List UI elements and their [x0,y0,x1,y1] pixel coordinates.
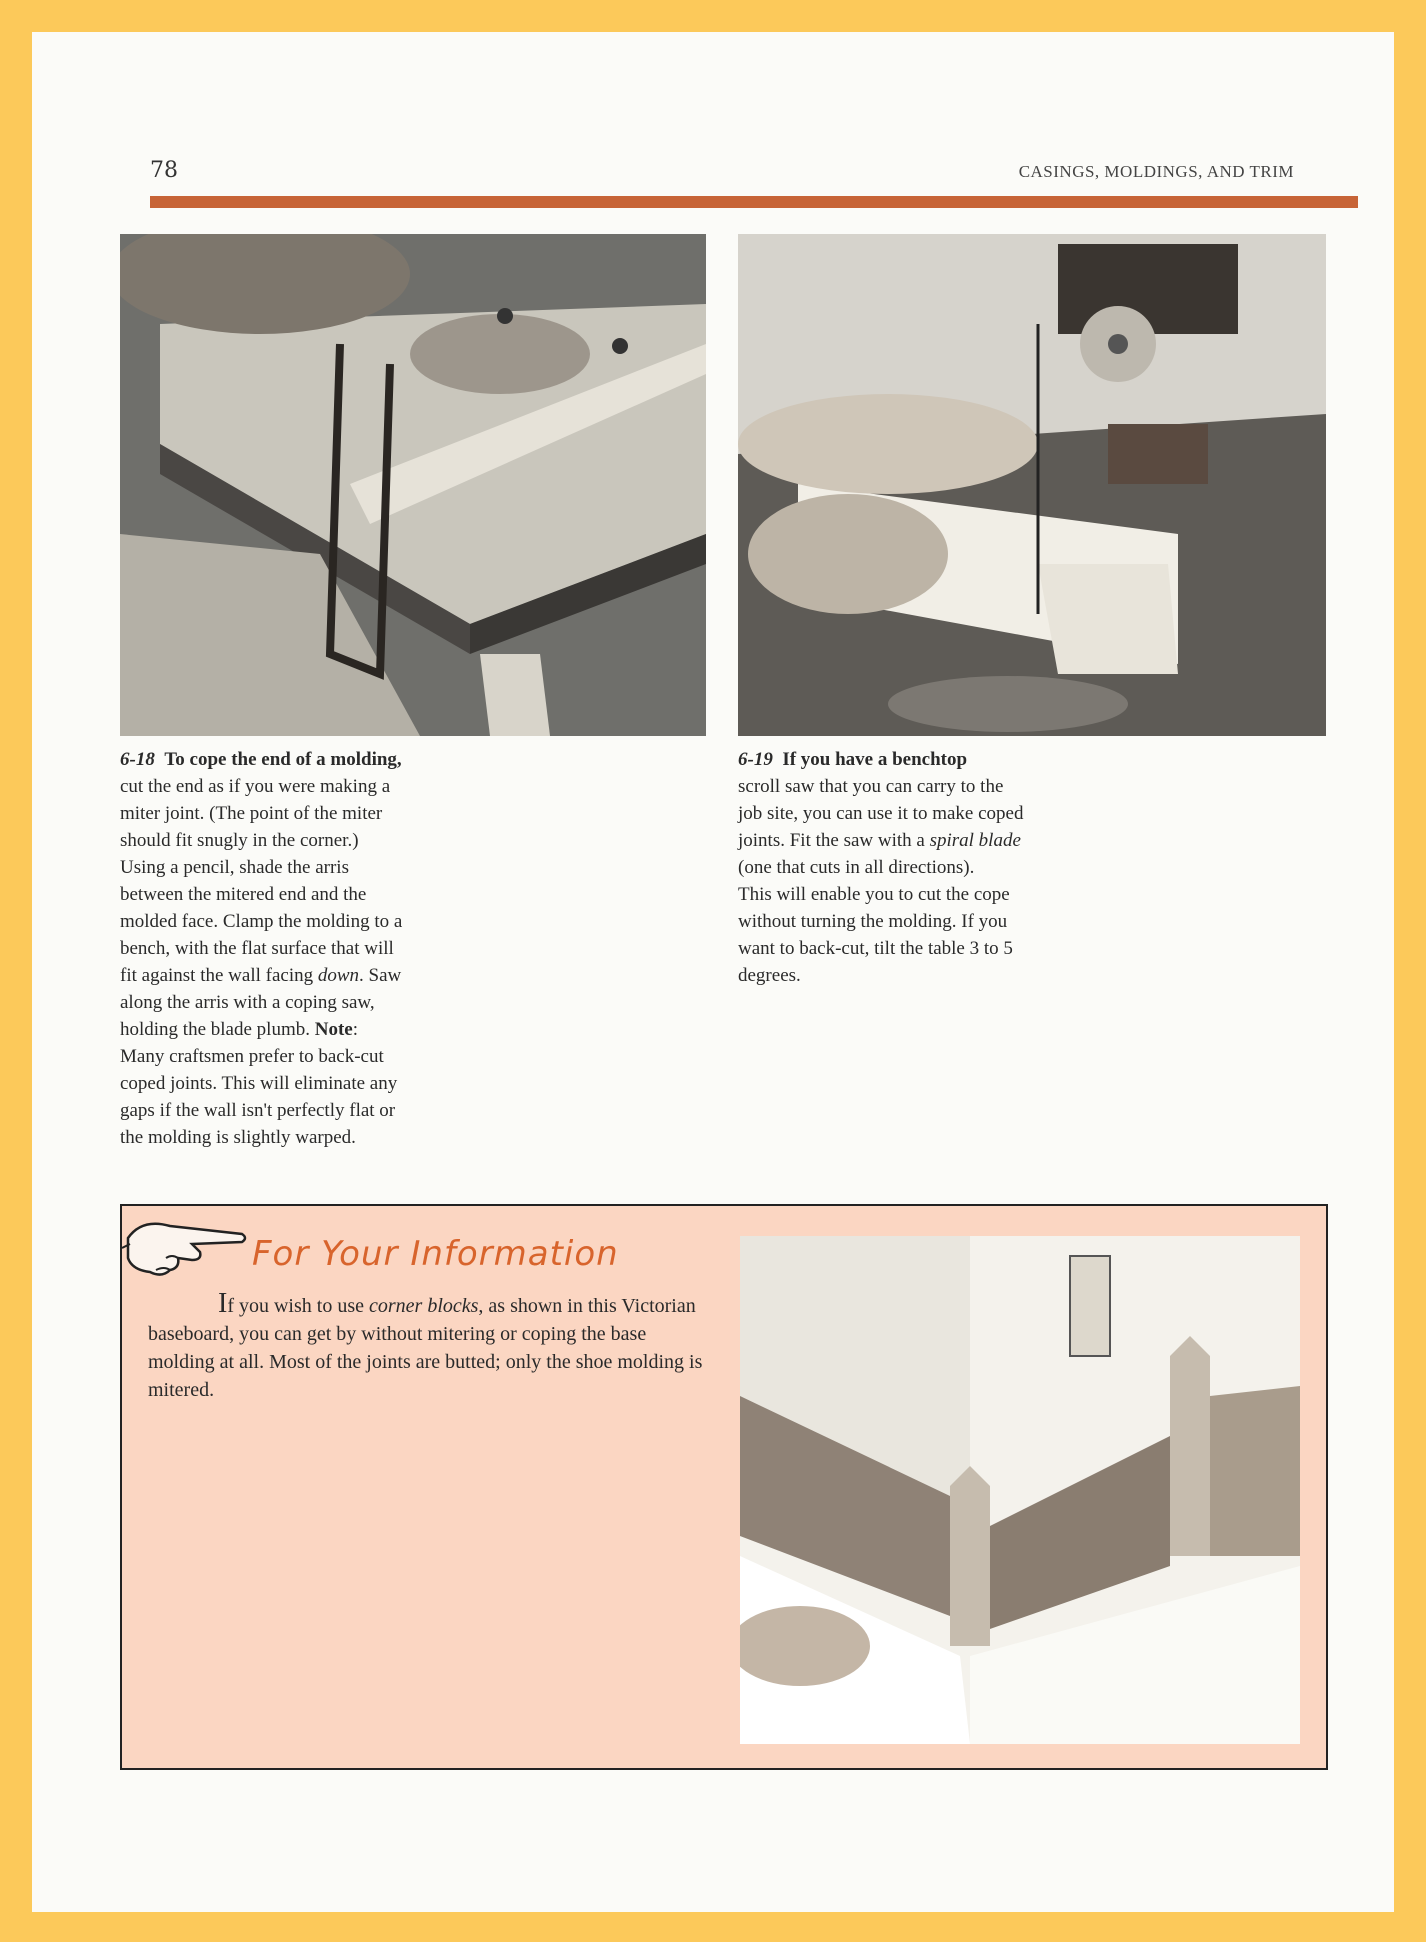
caption-line [120,962,540,989]
caption-italic: down [317,965,360,986]
caption-line: coped joints. This will eliminate any [120,1073,398,1094]
caption-line: gaps if the wall isn't perfectly flat or [120,1100,396,1121]
caption-line: bench, with the flat surface that will [120,938,394,959]
caption-line: Using a pencil, shade the arris [120,857,349,878]
caption-line: Many craftsmen prefer to back-cut [120,1046,384,1067]
caption-line: molded face. Clamp the molding to a [120,911,403,932]
photo-coping-saw-illustration [120,234,706,736]
fyi-text [148,1290,708,1404]
caption-line [738,827,1158,854]
caption-line: job site, you can use it to make coped [738,803,1024,824]
caption-line: scroll saw that you can carry to the [738,776,1004,797]
photo-corner-blocks-illustration [740,1236,1300,1744]
caption-6-19 [738,746,1158,989]
pointing-hand-icon [122,1208,252,1288]
photo-scroll-saw-illustration [738,234,1326,736]
running-header: CASINGS, MOLDINGS, AND TRIM [1018,162,1294,181]
caption-heading [120,746,540,773]
caption-6-18 [120,746,540,1151]
caption-note: Note [314,1019,353,1040]
caption-text: joints. Fit the saw with a [738,830,930,851]
photo-scroll-saw [738,234,1326,736]
page-number: 78 [150,158,178,183]
caption-lead: If you have a benchtop [782,749,968,770]
caption-line: should fit snugly in the corner.) [120,830,359,851]
fyi-text-part: f you wish to use [227,1295,369,1317]
photo-coping-saw [120,234,706,736]
fyi-dropcap: I [218,1288,228,1319]
fyi-text-part: , as shown in this Victorian baseboard, you can get by without mitering or coping the base molding at all. Most of the joints are butted; only the shoe molding is mitered. [148,1295,703,1401]
caption-text: fit against the wall facing [120,965,318,986]
caption-line: degrees. [738,965,801,986]
photo-corner-blocks [740,1236,1300,1744]
figure-number: 6-19 [738,749,773,770]
caption-line: (one that cuts in all directions). [738,857,975,878]
header-rule [150,196,1358,208]
caption-line: This will enable you to cut the cope [738,884,1010,905]
caption-line: along the arris with a coping saw, [120,992,375,1013]
caption-lead: To cope the end of a molding, [164,749,402,770]
caption-line: miter joint. (The point of the miter [120,803,383,824]
caption-line: the molding is slightly warped. [120,1127,356,1148]
fyi-title: For Your Information [252,1234,619,1274]
caption-line [120,1016,540,1043]
caption-line: without turning the molding. If you [738,911,1008,932]
figure-number: 6-18 [120,749,155,770]
fyi-box [120,1204,1328,1770]
caption-line: want to back-cut, tilt the table 3 to 5 [738,938,1013,959]
page [32,32,1394,1912]
caption-text: . Saw [359,965,402,986]
fyi-text-italic: corner blocks [369,1295,479,1317]
caption-text: : [352,1019,358,1040]
caption-text: holding the blade plumb. [120,1019,315,1040]
caption-line: between the mitered end and the [120,884,367,905]
caption-line: cut the end as if you were making a [120,776,391,797]
caption-heading [738,746,1158,773]
caption-italic: spiral blade [929,830,1021,851]
